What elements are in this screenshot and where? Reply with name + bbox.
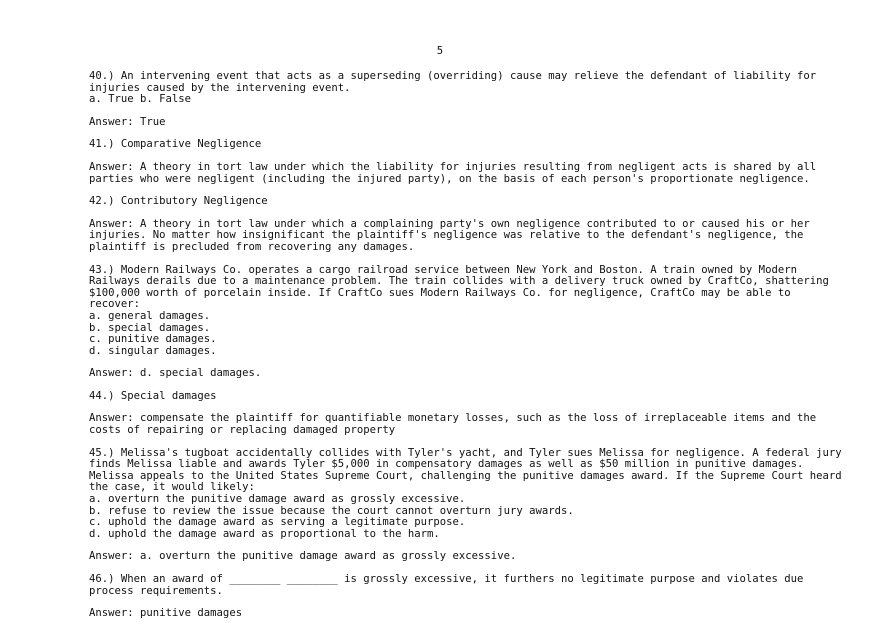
text-line: b. refuse to review the issue because the court cannot overturn jury awards. xyxy=(89,504,574,517)
text-line: the case, it would likely: xyxy=(89,481,255,494)
text-line: injuries caused by the intervening event. xyxy=(89,81,351,94)
text-line: $100,000 worth of porcelain inside. If CraftCo sues Modern Railways Co. for negligence, CraftCo may be able to xyxy=(89,286,791,299)
text-line: 40.) An intervening event that acts as a superseding (overriding) cause may relieve the defendant of liability for xyxy=(89,70,817,82)
text-line: d. singular damages. xyxy=(89,344,217,357)
text-line: c. punitive damages. xyxy=(89,333,217,346)
text-line: 43.) Modern Railways Co. operates a cargo railroad service between New York and Boston. A train owned by Modern xyxy=(89,263,797,276)
text-block xyxy=(89,391,799,403)
text-line: Answer: punitive damages xyxy=(89,607,243,620)
text-line: plaintiff is precluded from recovering any damages. xyxy=(89,240,415,253)
text-line: Answer: A theory in tort law under which the liability for injuries resulting from negligent acts is shared by all xyxy=(89,160,817,173)
text-block xyxy=(89,412,817,437)
text-line: 46.) When an award of ________ ________ is grossly excessive, it furthers no legitimate purpose and violates due xyxy=(89,573,804,585)
text-line: costs of repairing or replacing damaged property xyxy=(89,424,396,437)
text-line: 45.) Melissa's tugboat accidentally collides with Tyler's yacht, and Tyler sues Melissa for negligence. A federal jury xyxy=(89,446,842,459)
text-line: Answer: True xyxy=(89,115,166,128)
text-line: Answer: compensate the plaintiff for quantifiable monetary losses, such as the loss of irreplaceable items and the xyxy=(89,412,817,425)
text-block xyxy=(89,139,799,151)
text-block xyxy=(89,263,829,358)
text-line: 44.) Special damages xyxy=(89,389,217,402)
text-block xyxy=(89,217,810,254)
text-block xyxy=(89,573,804,597)
text-line: Melissa appeals to the United States Supreme Court, challenging the punitive damages award. If the Supreme Court heard xyxy=(89,469,842,482)
text-line: Answer: a. overturn the punitive damage award as grossly excessive. xyxy=(89,550,517,563)
text-line: d. uphold the damage award as proportional to the harm. xyxy=(89,527,440,540)
text-line: Railways derails due to a maintenance problem. The train collides with a delivery truck owned by CraftCo, shattering xyxy=(89,275,829,288)
text-line: injuries. No matter how insignificant the plaintiff's negligence was relative to the defendant's negligence, the xyxy=(89,229,804,242)
text-block xyxy=(89,117,799,129)
text-line: finds Melissa liable and awards Tyler $5,000 in compensatory damages as well as $50 million in punitive damages. xyxy=(89,458,804,471)
document-body xyxy=(89,70,842,631)
text-block xyxy=(89,368,799,380)
text-line: a. overturn the punitive damage award as grossly excessive. xyxy=(89,493,466,506)
text-line: recover: xyxy=(89,298,141,311)
text-block xyxy=(89,70,817,106)
text-line: parties who were negligent (including the injured party), on the basis of each person's proportionate negligence. xyxy=(89,172,810,185)
text-line: b. special damages. xyxy=(89,321,211,334)
text-line: Answer: A theory in tort law under which a complaining party's own negligence contributed to or caused his or her xyxy=(89,217,810,230)
text-line: a. True b. False xyxy=(89,93,192,106)
text-line: process requirements. xyxy=(89,584,223,597)
page-number: 5 xyxy=(436,45,444,57)
text-line: 41.) Comparative Negligence xyxy=(89,138,262,151)
text-line: a. general damages. xyxy=(89,309,211,322)
text-line: c. uphold the damage award as serving a legitimate purpose. xyxy=(89,516,466,529)
text-block xyxy=(89,196,799,208)
text-line: Answer: d. special damages. xyxy=(89,367,262,380)
text-block xyxy=(89,446,842,541)
text-block xyxy=(89,551,799,563)
text-line: 42.) Contributory Negligence xyxy=(89,195,268,208)
text-block xyxy=(89,608,799,620)
text-block xyxy=(89,160,817,185)
